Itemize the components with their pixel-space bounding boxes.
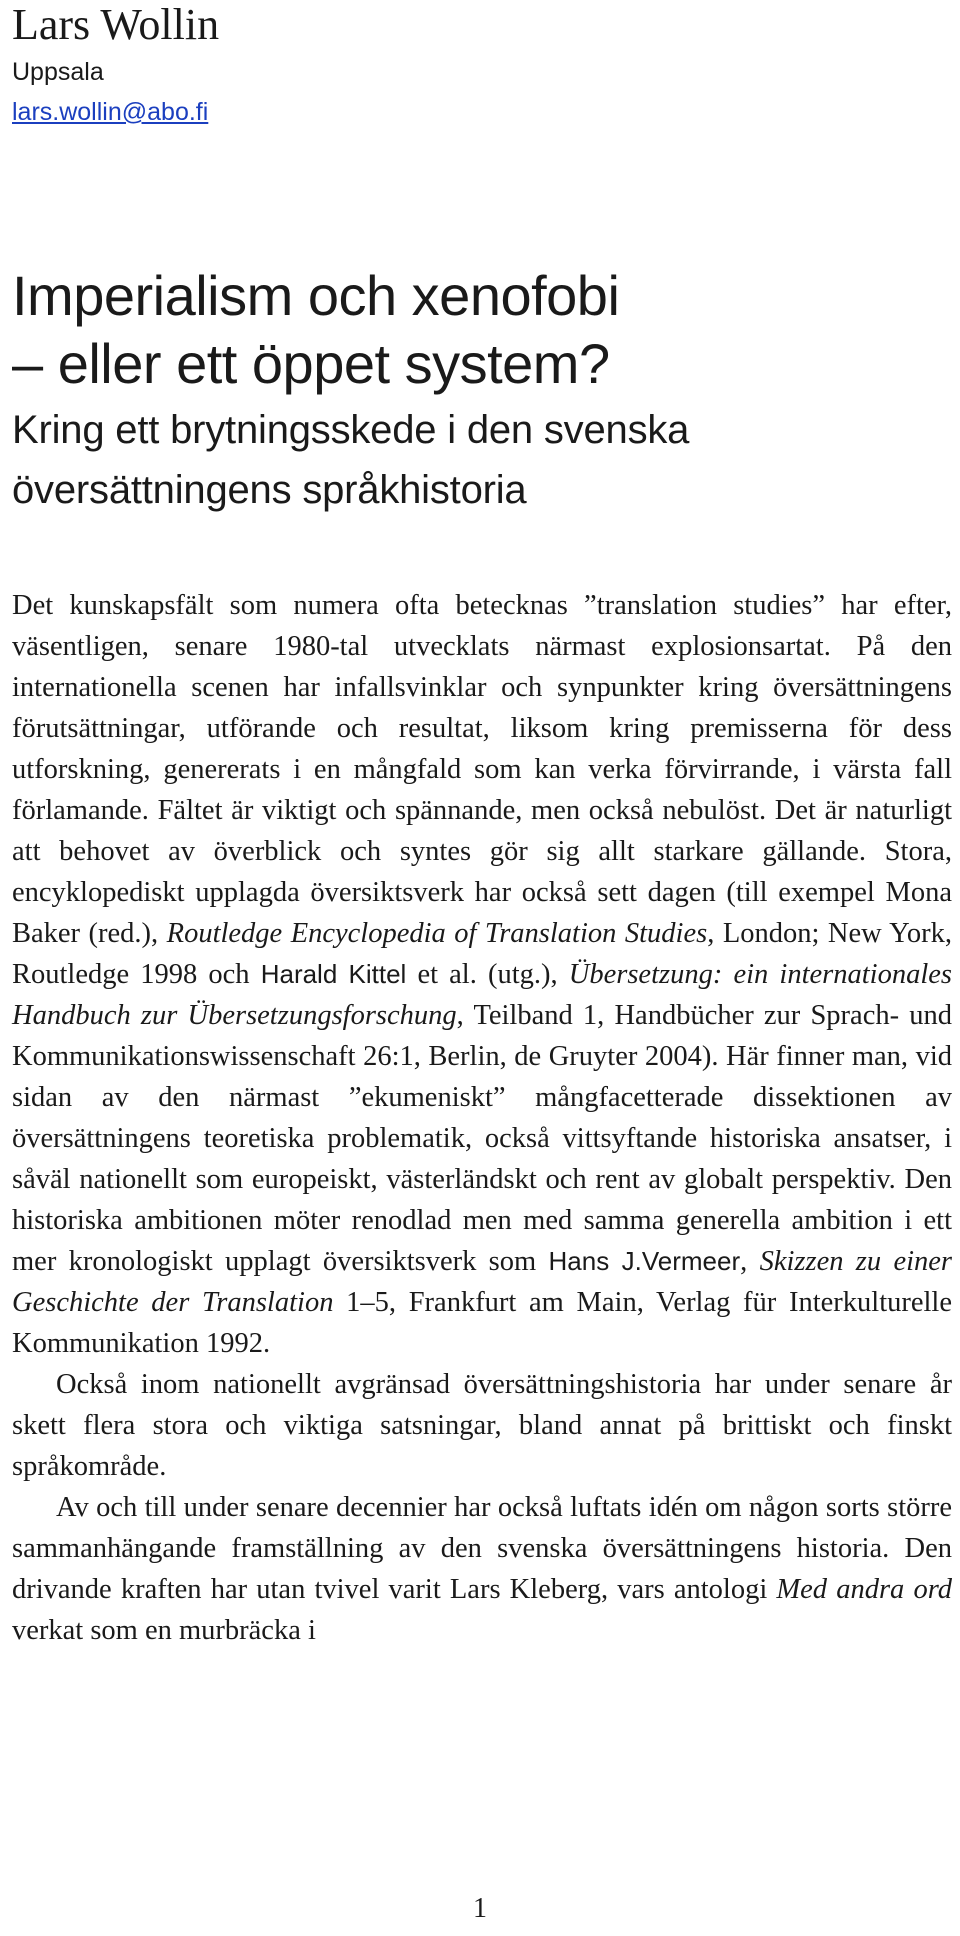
p1-text-i: , <box>740 1246 760 1277</box>
body-paragraph-3 <box>12 1487 952 1651</box>
p1-text-a: Det kunskapsfält som numera ofta betecknas ”translation studies” har efter, väsentligen, senare 1980-tal utvecklats närmast explosionsartat. På den internationella scenen har infallsvinklar och synpunkter kring översättningens förutsättningar, utförande och resultat, liksom kring premisserna för dess utforskning, genererats i en mångfald som kan verka förvirrande, i värsta fall förlamande. Fältet är viktigt och spännande, men också nebulöst. Det är naturligt att behovet av överblick och syntes gör sig allt starkare gällande. Stora, encyklopediskt upplagda översiktsverk har också sett dagen (till exempel Mona Baker (red.), <box>12 590 952 949</box>
p3-italic-title-med-andra-ord: Med andra ord <box>776 1574 952 1605</box>
p1-text-c: , London; New York, Routledge 1998 och <box>12 918 952 990</box>
title-subtitle-line-2: översättningens språkhistoria <box>12 468 527 512</box>
body-paragraph-2: Också inom nationellt avgränsad översättningshistoria har under senare år skett flera stora och viktiga satsningar, bland annat på brittiskt och finskt språkområde. <box>12 1369 952 1482</box>
p1-italic-title-skizzen: Skizzen zu einer Geschichte der Translation <box>12 1246 953 1318</box>
p1-italic-title-routledge: Routledge Encyclopedia of Translation Studies <box>166 918 708 949</box>
title-main-line-2: – eller ett öppet system? <box>12 332 610 395</box>
p1-name-kittel: Harald Kittel <box>260 959 407 989</box>
author-affiliation-city: Uppsala <box>12 58 104 86</box>
author-name: Lars Wollin <box>12 0 220 49</box>
p3-text-c: verkat som en murbräcka i <box>12 1615 316 1646</box>
title-main-line-1: Imperialism och xenofobi <box>12 264 620 327</box>
p1-italic-title-handbuch: Übersetzung: ein internationales Handbuch zur Übersetzungsforschung <box>12 959 952 1031</box>
article-body <box>12 585 952 1651</box>
p1-text-g: , Teilband 1, Handbücher zur Sprach- und Kommunikationswissenschaft 26:1, Berlin, de Gruyter 2004). Här finner man, vid sidan av den närmast ”ekumeniskt” mångfacetterade dissektionen av översättningens teoretiska problematik, också vittsyftande historiska ansatser, i såväl nationellt som europeiskt, västerländskt och rent av globalt perspektiv. Den historiska ambitionen möter renodlad men med samma generella ambition i ett mer kronologiskt upplagt översiktsverk som <box>12 1000 953 1277</box>
p3-text-a: Av och till under senare decennier har också luftats idén om någon sorts större sammanhängande framställning av den svenska översättningens historia. Den drivande kraften har utan tvivel varit Lars Kleberg, vars antologi <box>12 1492 952 1605</box>
p1-name-vermeer: Hans J.Vermeer <box>548 1246 741 1276</box>
author-email-link[interactable]: lars.wollin@abo.fi <box>12 98 209 126</box>
title-subtitle-line-1: Kring ett brytningsskede i den svenska <box>12 408 690 452</box>
page-number: 1 <box>473 1893 487 1924</box>
p1-text-k: 1–5, Frankfurt am Main, Verlag für Interkulturelle Kommunikation 1992. <box>12 1287 952 1359</box>
article-title <box>12 262 689 522</box>
body-paragraph-1 <box>12 585 952 1364</box>
p1-text-e: et al. (utg.), <box>406 959 569 990</box>
